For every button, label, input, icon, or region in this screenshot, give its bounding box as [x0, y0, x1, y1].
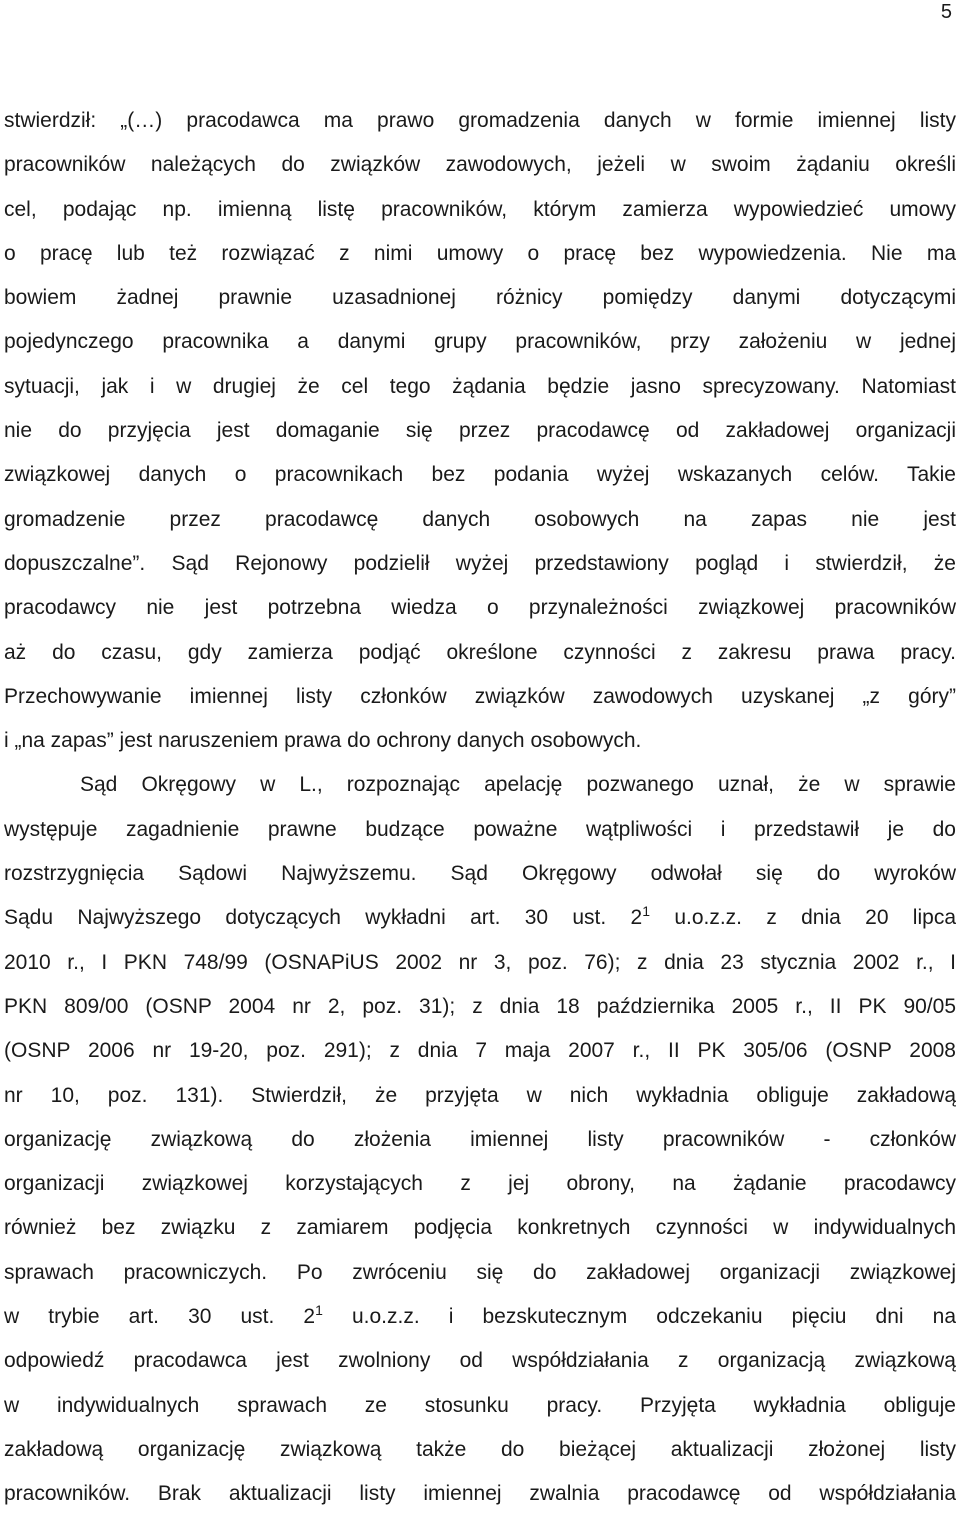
text-line: pracowników. Brak aktualizacji listy imiennej zwalnia pracodawcę od współdziałania — [4, 1482, 956, 1506]
paragraph-last-line: i „na zapas” jest naruszeniem prawa do ochrony danych osobowych. — [4, 729, 642, 753]
page-number: 5 — [940, 1, 952, 23]
text-line: dopuszczalne”. Sąd Rejonowy podzielił wyżej przedstawiony pogląd i stwierdził, że — [4, 551, 956, 575]
text-line: Przechowywanie imiennej listy członków związków zawodowych uzyskanej „z góry” — [4, 684, 956, 708]
text-line: (OSNP 2006 nr 19-20, poz. 291); z dnia 7 maja 2007 r., II PK 305/06 (OSNP 2008 — [4, 1039, 956, 1063]
text-segment: u.o.z.z. i bezskutecznym odczekaniu pięciu dni na — [322, 1305, 956, 1329]
text-line: organizacji związkowej korzystających z jej obrony, na żądanie pracodawcy — [4, 1172, 956, 1196]
text-line: o pracę lub też rozwiązać z nimi umowy o pracę bez wypowiedzenia. Nie ma — [4, 241, 956, 265]
text-line: pojedynczego pracownika a danymi grupy pracowników, przy założeniu w jednej — [4, 330, 956, 354]
text-line: nr 10, poz. 131). Stwierdził, że przyjęta w nich wykładnia obliguje zakładową — [4, 1083, 956, 1107]
text-line: odpowiedź pracodawca jest zwolniony od współdziałania z organizacją związkową — [4, 1349, 956, 1373]
text-line: pracodawcy nie jest potrzebna wiedza o przynależności związkowej pracowników — [4, 596, 956, 620]
text-line: pracowników należących do związków zawodowych, jeżeli w swoim żądaniu określi — [4, 153, 956, 177]
text-segment: w trybie art. 30 ust. 2 — [4, 1305, 316, 1329]
paragraph-first-line: Sąd Okręgowy w L., rozpoznając apelację pozwanego uznał, że w sprawie — [80, 773, 956, 797]
text-line: aż do czasu, gdy zamierza podjąć określone czynności z zakresu prawa pracy. — [4, 640, 956, 664]
text-line: w indywidualnych sprawach ze stosunku pracy. Przyjęta wykładnia obliguje — [4, 1393, 956, 1417]
text-line: bowiem żadnej prawnie uzasadnionej różnicy pomiędzy danymi dotyczącymi — [4, 286, 956, 310]
text-line: stwierdził: „(…) pracodawca ma prawo gromadzenia danych w formie imiennej listy — [4, 109, 956, 132]
text-line: sytuacji, jak i w drugiej że cel tego żądania będzie jasno sprecyzowany. Natomiast — [4, 374, 956, 398]
text-line: organizację związkową do złożenia imiennej listy pracowników - członków — [4, 1127, 956, 1151]
text-line: PKN 809/00 (OSNP 2004 nr 2, poz. 31); z dnia 18 października 2005 r., II PK 90/05 — [4, 994, 956, 1018]
text-line-with-superscript — [4, 1295, 956, 1339]
superscript: 1 — [315, 1302, 323, 1319]
text-line: również bez związku z zamiarem podjęcia konkretnych czynności w indywidualnych — [4, 1216, 956, 1240]
text-segment: Sądu Najwyższego dotyczących wykładni art. 30 ust. 2 — [4, 906, 643, 930]
text-line: cel, podając np. imienną listę pracowników, którym zamierza wypowiedzieć umowy — [4, 197, 956, 221]
text-line: 2010 r., I PKN 748/99 (OSNAPiUS 2002 nr 3, poz. 76); z dnia 23 stycznia 2002 r., I — [4, 950, 956, 974]
text-line: występuje zagadnienie prawne budzące poważne wątpliwości i przedstawił je do — [4, 817, 956, 841]
text-segment: u.o.z.z. z dnia 20 lipca — [650, 906, 956, 930]
superscript: 1 — [642, 903, 651, 920]
document-body — [4, 99, 956, 1517]
text-line: zakładową organizację związkową także do bieżącej aktualizacji złożonej listy — [4, 1437, 956, 1461]
text-line-with-superscript — [4, 896, 956, 940]
text-line: rozstrzygnięcia Sądowi Najwyższemu. Sąd Okręgowy odwołał się do wyroków — [4, 862, 956, 886]
text-line: nie do przyjęcia jest domaganie się przez pracodawcę od zakładowej organizacji — [4, 419, 956, 443]
text-line: związkowej danych o pracownikach bez podania wyżej wskazanych celów. Takie — [4, 463, 956, 487]
text-line: sprawach pracowniczych. Po zwróceniu się do zakładowej organizacji związkowej — [4, 1260, 956, 1284]
text-line: gromadzenie przez pracodawcę danych osobowych na zapas nie jest — [4, 507, 956, 531]
